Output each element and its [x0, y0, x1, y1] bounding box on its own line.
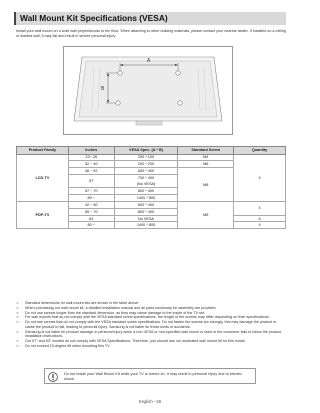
tv-back-illustration — [64, 47, 234, 136]
table-cell: (No VESA) — [114, 181, 178, 188]
pdp-family-cell: PDP-TV — [17, 202, 69, 229]
list-item — [16, 344, 286, 349]
table-cell: 42 ~ 50 — [68, 202, 114, 209]
lcd-family-cell: LCD-TV — [17, 154, 69, 202]
lcd-quantity-cell: 4 — [234, 154, 286, 202]
table-cell: 700 * 400 — [114, 174, 178, 181]
lcd-screw-merged-cell: M8 — [178, 168, 234, 202]
note-text: Do not exceed 15 degree tilt when mounting this TV. — [25, 343, 111, 348]
table-cell: 57 — [68, 174, 114, 188]
note-text: Standard dimensions for wall mount kits are shown in the table above. — [25, 301, 140, 305]
list-item — [16, 320, 286, 330]
dimension-b-label: B — [101, 86, 105, 92]
table-cell: 80 ~ — [68, 195, 114, 202]
table-header-row — [17, 147, 286, 155]
col-vesa-spec: VESA Spec. (A * B) — [114, 147, 178, 155]
arrow-icon: ➢ — [16, 329, 20, 334]
arrow-icon: ➢ — [16, 301, 20, 305]
table-cell: 1400 * 800 — [114, 222, 178, 229]
table-cell: M4 — [178, 154, 234, 161]
arrow-icon: ➢ — [16, 305, 20, 310]
table-cell: 800 * 400 — [114, 208, 178, 215]
arrow-icon: ➢ — [16, 320, 20, 324]
arrow-icon: ➢ — [16, 339, 20, 343]
table-cell: 46 ~ 52 — [68, 168, 114, 175]
table-cell: 200 * 100 — [114, 154, 178, 161]
table-cell: 57 ~ 70 — [68, 188, 114, 195]
wall-mount-diagram — [63, 46, 233, 135]
note-text: When purchasing our wall mount kit, a detailed installation manual and all parts necessary for assembly are provided. — [25, 305, 217, 310]
table-cell: M6 — [178, 161, 234, 168]
arrow-icon: ➢ — [16, 310, 20, 315]
table-cell: 800 * 400 — [114, 188, 178, 195]
pdp-screw-merged-cell: M8 — [178, 202, 234, 229]
notes-list — [16, 301, 286, 349]
warning-text: Do not install your Wall Mount Kit while your TV is turned on. It may result in personal injury due to electric shock. — [64, 371, 242, 381]
table-cell: No VESA — [114, 215, 178, 222]
warning-box — [44, 368, 256, 384]
arrow-icon: ➢ — [16, 343, 20, 348]
table-cell: 4 — [234, 222, 286, 229]
note-text: Do not use screws that do not comply with the VESA standard screw specifications. Do not fasten the screws too strongly, this may damage the product or cause the product to fall, leading to personal injury. Samsung is not liable for these kinds of accidents. — [25, 320, 277, 329]
table-cell: 80 ~ — [68, 222, 114, 229]
col-standard-screw: Standard Screw — [178, 147, 234, 155]
arrow-icon: ➢ — [16, 315, 20, 320]
note-text: Do not use screws longer than the standard dimension, as they may cause damage to the inside of the TV set. — [25, 310, 206, 315]
table-cell: 200 * 200 — [114, 161, 178, 168]
vesa-spec-table — [16, 146, 286, 229]
table-cell: 63 — [68, 215, 114, 222]
dimension-a-label: A — [147, 58, 151, 64]
col-quantity: Quantity — [234, 147, 286, 155]
page-footer: English - 69 — [138, 399, 162, 404]
table-cell: 55 ~ 70 — [68, 208, 114, 215]
table-cell: 600 * 400 — [114, 202, 178, 209]
table-row — [17, 154, 286, 161]
note-text: For wall mounts that do not comply with the VESA standard screw specifications, the length of the screws may differ depending on their specifications. — [25, 315, 270, 320]
title-bar — [14, 12, 286, 25]
table-cell: 6 — [234, 215, 286, 222]
col-inches: Inches — [68, 147, 114, 155]
table-cell: 600 * 400 — [114, 168, 178, 175]
note-text: Our 57" and 63" models do not comply with VESA Specifications. Therefore, you should use our dedicated wall mount kit for this model. — [25, 339, 246, 343]
table-cell: 23~ 26 — [68, 154, 114, 161]
col-product-family: Product Family — [17, 147, 69, 155]
note-text: Samsung is not liable for product damage or personal injury when a non-VESA or non-specified wall mount is used or the consumer fails to follow the product installation instructions. — [25, 329, 282, 339]
intro-paragraph: Install your wall mount on a solid wall perpendicular to the floor. When attaching to other building materials, please contact your nearest dealer. If installed on a ceiling or slanted wall, it may fall and result in severe personal injury. — [16, 29, 286, 39]
table-row — [17, 202, 286, 209]
pdp-quantity-cell: 4 — [234, 202, 286, 216]
list-item — [16, 330, 286, 340]
table-cell: 32 ~ 40 — [68, 161, 114, 168]
page-title: Wall Mount Kit Specifications (VESA) — [20, 13, 168, 23]
table-cell: 1400 * 800 — [114, 195, 178, 202]
warning-icon — [48, 372, 58, 382]
